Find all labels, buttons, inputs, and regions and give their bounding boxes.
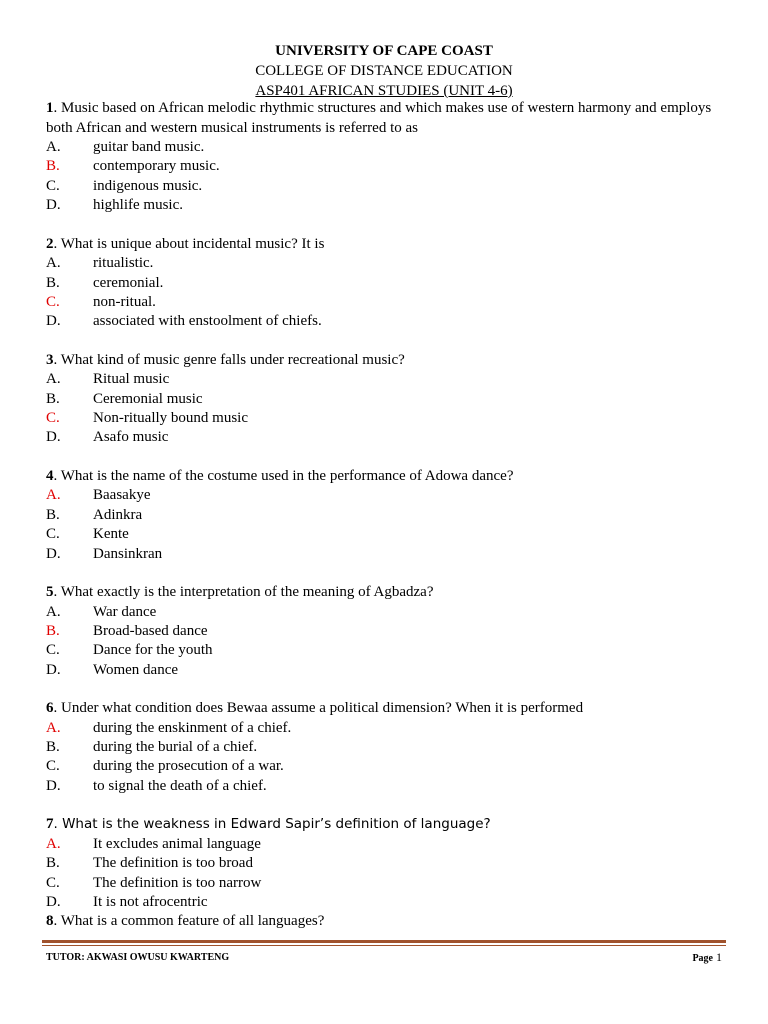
question-text: . What is the weakness in Edward Sapir’s definition of language? [53, 816, 491, 833]
question-number: 2 [46, 235, 54, 252]
question-number: 1 [46, 100, 54, 116]
question-5 [46, 583, 726, 680]
question-stem [46, 351, 726, 371]
answer-option [46, 254, 726, 273]
option-text: to signal the death of a chief. [93, 777, 267, 794]
question-number: 7 [46, 816, 54, 833]
university-title: UNIVERSITY OF CAPE COAST [275, 43, 493, 59]
answer-option [46, 506, 726, 525]
option-letter-correct: A. [46, 835, 61, 852]
option-text: It excludes animal language [93, 835, 261, 852]
option-letter-correct: B. [46, 622, 60, 639]
option-letter-correct: C. [46, 293, 60, 310]
option-text: during the prosecution of a war. [93, 758, 284, 775]
question-7 [46, 815, 726, 912]
option-letter: A. [46, 255, 61, 272]
answer-option [46, 157, 726, 176]
question-stem [46, 912, 726, 932]
option-letter: A. [46, 139, 61, 155]
question-number: 8 [46, 913, 54, 930]
option-text: Adinkra [93, 506, 143, 523]
option-text: Baasakye [93, 487, 151, 504]
answer-option [46, 835, 726, 854]
option-text: Ritual music [93, 371, 170, 388]
question-number: 4 [46, 467, 54, 484]
option-text: Non-ritually bound music [93, 410, 248, 427]
question-stem [46, 699, 726, 719]
option-letter: D. [46, 429, 61, 446]
footer-rule-thin [42, 945, 726, 946]
option-letter: C. [46, 874, 60, 891]
question-number: 3 [46, 351, 54, 368]
option-letter: D. [46, 661, 61, 678]
option-text: during the burial of a chief. [93, 739, 258, 756]
answer-option [46, 390, 726, 409]
option-text: Ceremonial music [93, 390, 203, 407]
question-text: . What is unique about incidental music? It is [53, 235, 325, 252]
option-text: ritualistic. [93, 255, 154, 272]
option-letter: C. [46, 177, 60, 194]
option-text: Broad-based dance [93, 622, 208, 639]
page-number: 1 [716, 950, 722, 964]
option-text: The definition is too narrow [93, 874, 262, 891]
footer-page [692, 950, 722, 965]
question-text: . What is a common feature of all languages? [53, 913, 325, 930]
question-stem [46, 235, 726, 255]
question-text: . Under what condition does Bewaa assume a political dimension? When it is performed [53, 700, 584, 717]
option-text: Kente [93, 526, 129, 543]
option-letter: D. [46, 545, 61, 562]
answer-option [46, 738, 726, 757]
answer-option [46, 719, 726, 738]
option-letter-correct: A. [46, 719, 61, 736]
option-letter-correct: A. [46, 487, 61, 504]
option-letter: A. [46, 603, 61, 620]
footer-tutor: TUTOR: AKWASI OWUSU KWARTENG [46, 952, 230, 963]
page-label: Page [692, 953, 713, 964]
college-title: COLLEGE OF DISTANCE EDUCATION [255, 63, 513, 79]
question-number: 6 [46, 700, 54, 717]
option-text: indigenous music. [93, 177, 203, 194]
answer-option [46, 757, 726, 776]
footer-rule-thick [42, 940, 726, 943]
option-letter: D. [46, 197, 61, 214]
answer-option [46, 293, 726, 312]
question-stem [46, 467, 726, 487]
option-text: during the enskinment of a chief. [93, 719, 292, 736]
document-header [0, 41, 768, 101]
option-text: It is not afrocentric [93, 893, 208, 910]
option-text: Dansinkran [93, 545, 163, 562]
question-3 [46, 351, 726, 448]
answer-option [46, 370, 726, 389]
answer-option [46, 854, 726, 873]
option-letter: C. [46, 758, 60, 775]
question-1 [46, 99, 726, 216]
question-stem [46, 815, 726, 835]
option-text: The definition is too broad [93, 855, 253, 872]
answer-option [46, 874, 726, 893]
answer-option [46, 486, 726, 505]
option-letter: B. [46, 506, 60, 523]
answer-option [46, 893, 726, 912]
answer-option [46, 177, 726, 196]
answer-option [46, 622, 726, 641]
option-letter-correct: B. [46, 158, 60, 175]
option-letter: D. [46, 893, 61, 910]
answer-option [46, 428, 726, 447]
answer-option [46, 138, 726, 157]
question-6 [46, 699, 726, 796]
question-text: . What exactly is the interpretation of the meaning of Agbadza? [53, 584, 434, 600]
option-letter: B. [46, 274, 60, 291]
option-letter: A. [46, 371, 61, 388]
option-text: contemporary music. [93, 158, 220, 175]
option-letter-correct: C. [46, 410, 60, 427]
option-text: War dance [93, 603, 157, 620]
option-letter: C. [46, 642, 60, 659]
option-text: highlife music. [93, 197, 183, 214]
option-letter: D. [46, 313, 61, 330]
answer-option [46, 525, 726, 544]
option-text: non-ritual. [93, 293, 156, 310]
question-number: 5 [46, 584, 54, 600]
option-text: Women dance [93, 661, 179, 678]
question-stem [46, 99, 726, 138]
answer-option [46, 777, 726, 796]
question-text: . What kind of music genre falls under recreational music? [53, 351, 405, 368]
answer-option [46, 545, 726, 564]
answer-option [46, 274, 726, 293]
option-letter: B. [46, 390, 60, 407]
option-text: associated with enstoolment of chiefs. [93, 313, 322, 330]
option-letter: D. [46, 777, 61, 794]
question-text: . Music based on African melodic rhythmic structures and which makes use of western harmony and employs both African and western musical instruments is referred to as [46, 100, 712, 136]
question-stem [46, 583, 726, 603]
option-text: Dance for the youth [93, 642, 213, 659]
question-2 [46, 235, 726, 332]
question-list [46, 99, 726, 932]
answer-option [46, 603, 726, 622]
option-letter: B. [46, 855, 60, 872]
answer-option [46, 312, 726, 331]
answer-option [46, 661, 726, 680]
option-text: guitar band music. [93, 139, 205, 155]
answer-option [46, 196, 726, 215]
option-text: Asafo music [93, 429, 169, 446]
option-letter: C. [46, 526, 60, 543]
answer-option [46, 409, 726, 428]
course-title: ASP401 AFRICAN STUDIES (UNIT 4-6) [255, 83, 513, 99]
question-8 [46, 912, 726, 932]
option-text: ceremonial. [93, 274, 164, 291]
answer-option [46, 641, 726, 660]
question-4 [46, 467, 726, 564]
question-text: . What is the name of the costume used in the performance of Adowa dance? [53, 467, 514, 484]
option-letter: B. [46, 739, 60, 756]
